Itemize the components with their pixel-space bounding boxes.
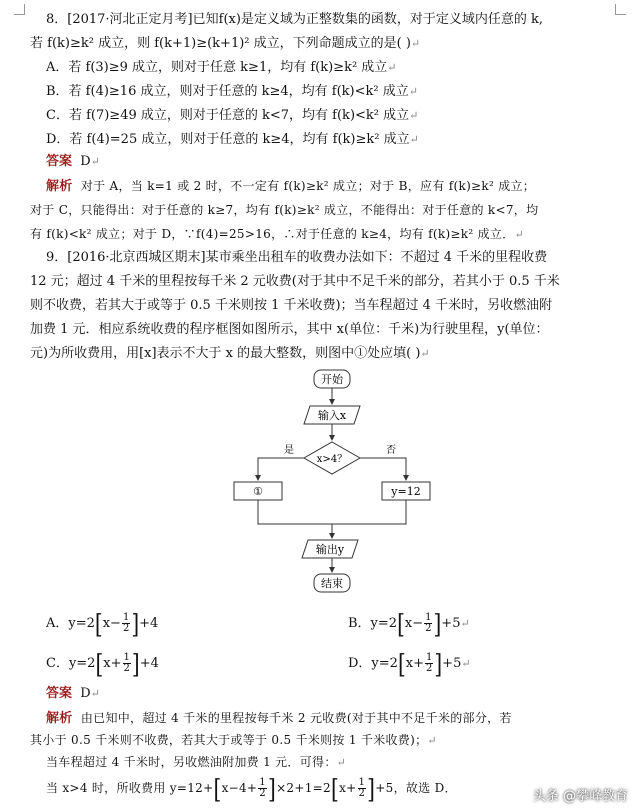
q8-option-c: C．若 f(7)≥49 成立，则对于任意的 k<7，均有 f(k)<k² 成立↵ [46,108,419,123]
crop-mark-top-left [14,4,25,15]
q9-choice-b: B．y=2[x− $\frac{1}{2}$ ]+5↵ [348,607,470,640]
q8-answer [46,152,100,172]
flow-no-branch [360,458,406,480]
crop-mark-top-right [615,4,626,15]
flow-process-label-1: ① [253,485,263,498]
flow-decision-label: x>4？ [316,454,348,465]
q8-option-a: A．若 f(3)≥9 成立，则对于任意 k≥1，均有 f(k)≥k² 成立↵ [46,60,397,75]
q8-analysis-line1: 解析 对于 A，当 k=1 或 2 时，不一定有 f(k)≥k² 成立；对于 B，应有 f(k)≥k² 成立； [46,179,536,194]
fraction-half: $\frac{1}{2}$ [259,777,266,799]
q9-answer [46,684,100,704]
paragraph-mark-icon: ↵ [409,109,419,122]
flow-input-label: 输入x [317,409,347,422]
q8-stem-line2: 若 f(k)≥k² 成立，则 f(k+1)≥(k+1)² 成立，下列命题成立的是( )↵ [30,36,421,51]
fraction-half: $\frac{1}{2}$ [122,612,130,634]
flow-yes-label: 是 [284,445,294,456]
paragraph-mark-icon: ↵ [90,687,100,700]
paragraph-mark-icon: ↵ [461,657,471,670]
paragraph-mark-icon: ↵ [336,756,347,769]
q9-analysis-line4: 当 x>4 时，所收费用 y=12+[x−4+ $\frac{1}{2}$ ]×2+1=2[x+ $\frac{1}{2}$ ]+5，故选 D． [46,772,457,805]
paragraph-mark-icon: ↵ [409,133,419,146]
flow-merge-left [258,500,332,524]
q8-option-d: D．若 f(4)=25 成立，则对于任意的 k≥4，均有 f(k)≥k² 成立↵ [46,132,419,147]
q9-choice-c: C．y=2[x+ $\frac{1}{2}$ ]+4 [46,647,159,680]
q9-analysis-line3: 当车程超过 4 千米时，另收燃油附加费 1 元．可得：↵ [46,755,347,769]
paragraph-mark-icon: ↵ [427,734,437,747]
flow-no-label: 否 [386,445,396,456]
fraction-half: $\frac{1}{2}$ [123,652,130,674]
analysis-label: 解析 [46,711,73,726]
q9-stem-line3: 则不收费，若其大于或等于 0.5 千米则按 1 千米收费)；当车程超过 4 千米时，另收燃油附 [30,298,553,313]
analysis-label: 解析 [46,179,73,194]
flowchart [228,362,448,602]
answer-value: D [80,686,91,701]
paragraph-mark-icon: ↵ [460,617,470,630]
paragraph-mark-icon: ↵ [90,155,100,168]
paragraph-mark-icon: ↵ [387,61,397,74]
flow-merge-right [332,500,406,524]
q9-choice-d: D．y=2[x+ $\frac{1}{2}$ ]+5↵ [348,647,471,680]
flow-end-label: 结束 [321,577,343,590]
fraction-half: $\frac{1}{2}$ [425,652,433,674]
flow-start-label: 开始 [321,373,343,386]
answer-label: 答案 [46,154,73,169]
paragraph-mark-icon: ↵ [410,37,421,50]
flow-yes-branch [258,458,304,480]
q9-stem-line2: 12 元；超过 4 千米的里程按每千米 2 元收费(对于其中不足千米的部分，若其小于 0.5 千米 [30,274,560,289]
q8-stem-line1: 8．[2017·河北正定月考]已知f(x)是定义域为正整数集的函数，对于定义域内任意的 k, [46,12,544,27]
q9-stem-line4: 加费 1 元．相应系统收费的程序框图如图所示，其中 x(单位：千米)为行驶里程，y(单位： [30,322,549,337]
answer-label: 答案 [46,686,73,701]
flow-process-label-2: y=12 [391,485,421,498]
q9-analysis-line2: 其小于 0.5 千米则不收费，若其大于或等于 0.5 千米则按 1 千米收费)；↵ [30,733,437,747]
q9-stem-line1: 9．[2016·北京西城区期末]某市乘坐出租车的收费办法如下：不超过 4 千米的里程收费 [46,250,548,265]
answer-value: D [80,154,91,169]
q8-analysis-line2: 对于 C，只能得出：对于任意的 k≥7，均有 f(k)≥k² 成立，不能得出：对于任意的 k<7，均 [30,203,539,217]
fraction-half: $\frac{1}{2}$ [358,777,366,799]
q9-choice-a: A．y=2[x− $\frac{1}{2}$ ]+4 [46,607,159,640]
fraction-half: $\frac{1}{2}$ [425,612,432,634]
q9-stem-line5: 元)为所收费用，用[x]表示不大于 x 的最大整数，则图中①处应填( )↵ [30,346,430,361]
paragraph-mark-icon: ↵ [420,347,430,360]
paragraph-mark-icon: ↵ [408,85,418,98]
paragraph-mark-icon: ↵ [514,228,525,241]
watermark-text: 头条 @攀峰教育 [532,789,628,804]
flow-output-label: 输出y [315,543,345,556]
q9-analysis-line1: 解析 由已知中，超过 4 千米的里程按每千米 2 元收费(对于其中不足千米的部分，若 [46,711,512,726]
q8-option-b: B．若 f(4)≥16 成立，则对于任意的 k≥4，均有 f(k)<k² 成立↵ [46,84,418,99]
q8-analysis-line3: 有 f(k)<k² 成立；对于 D，∵f(4)=25>16，∴对于任意的 k≥4，均有 f(k)≥k² 成立．↵ [30,227,525,241]
